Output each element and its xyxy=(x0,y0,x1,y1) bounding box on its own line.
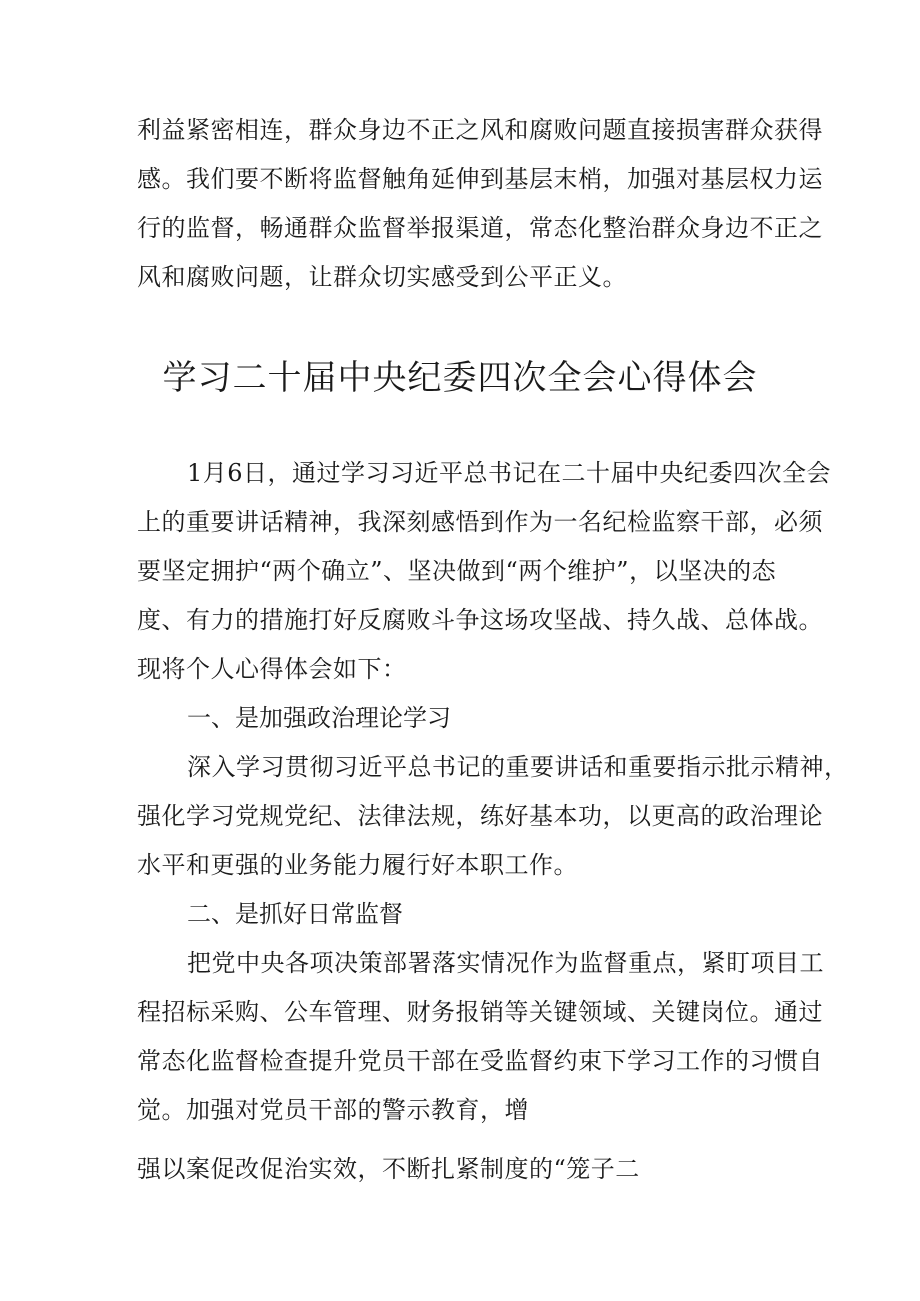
para2-line-1: 深入学习贯彻习近平总书记的重要讲话和重要指示批示精神， xyxy=(187,753,849,781)
intro-line-1: 利益紧密相连，群众身边不正之风和腐败问题直接损害群众获得 xyxy=(137,116,823,144)
section-heading-1: 一、是加强政治理论学习 xyxy=(187,704,451,732)
para3-line-1: 把党中央各项决策部署落实情况作为监督重点，紧盯项目工 xyxy=(187,949,824,977)
para1-line-4: 度、有力的措施打好反腐败斗争这场攻坚战、持久战、总体战。 xyxy=(137,606,823,634)
intro-line-3: 行的监督，畅通群众监督举报渠道，常态化整治群众身边不正之 xyxy=(137,214,823,242)
para1-line-2: 上的重要讲话精神，我深刻感悟到作为一名纪检监察干部，必须 xyxy=(137,508,823,536)
intro-line-4: 风和腐败问题，让群众切实感受到公平正义。 xyxy=(137,263,627,291)
para1-line-1: 1月6日，通过学习习近平总书记在二十届中央纪委四次全会 xyxy=(187,459,832,487)
para3-line-3: 常态化监督检查提升党员干部在受监督约束下学习工作的习惯自 xyxy=(137,1047,823,1075)
para2-line-3: 水平和更强的业务能力履行好本职工作。 xyxy=(137,851,578,879)
trailing-line: 强以案促改促治实效，不断扎紧制度的“笼子二 xyxy=(137,1155,640,1183)
section-heading-2: 二、是抓好日常监督 xyxy=(187,900,403,928)
intro-line-2: 感。我们要不断将监督触角延伸到基层末梢，加强对基层权力运 xyxy=(137,165,823,193)
para1-line-3: 要坚定拥护“两个确立”、坚决做到“两个维护”，以坚决的态 xyxy=(137,557,777,585)
para3-line-2: 程招标采购、公车管理、财务报销等关键领域、关键岗位。通过 xyxy=(137,998,823,1026)
para3-line-4: 觉。加强对党员干部的警示教育，增 xyxy=(137,1096,529,1124)
document-title: 学习二十届中央纪委四次全会心得体会 xyxy=(162,358,758,398)
para1-line-5: 现将个人心得体会如下： xyxy=(137,655,407,683)
para2-line-2: 强化学习党规党纪、法律法规，练好基本功，以更高的政治理论 xyxy=(137,802,823,830)
